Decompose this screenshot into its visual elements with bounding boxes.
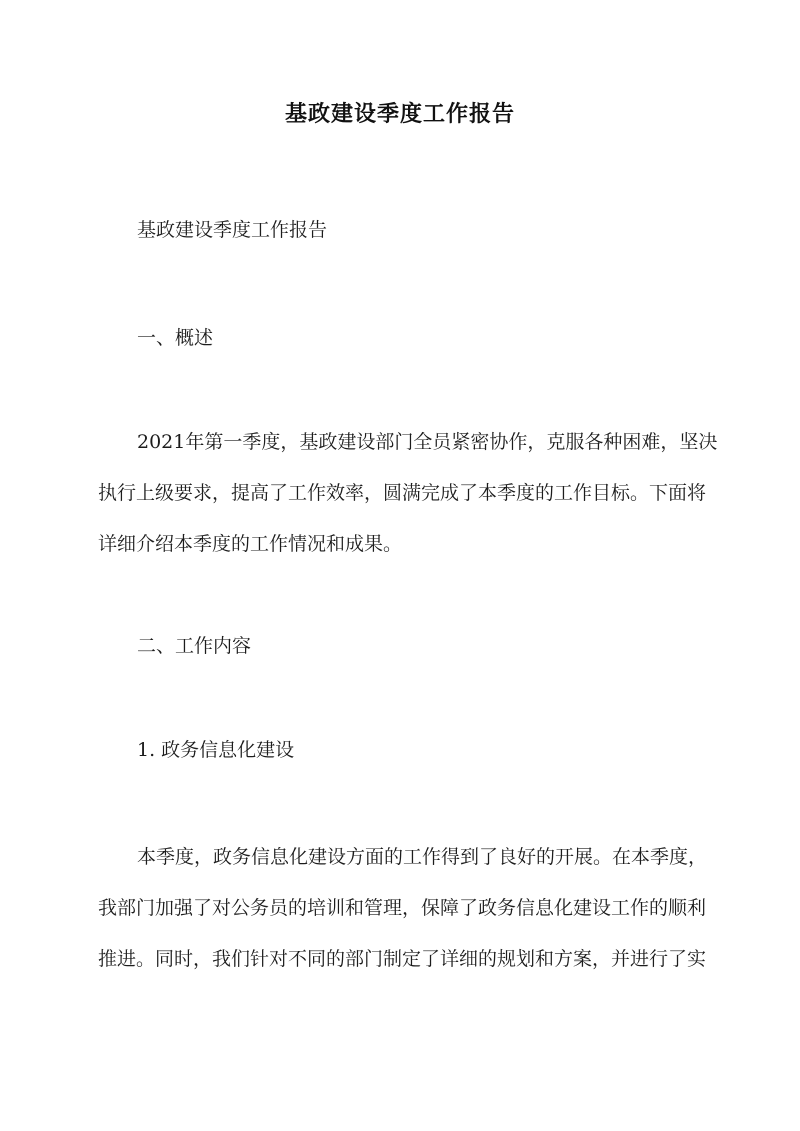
paragraph-line: 推进。同时，我们针对不同的部门制定了详细的规划和方案，并进行了实 (98, 948, 707, 970)
paragraph-line: 本季度，政务信息化建设方面的工作得到了良好的开展。在本季度， (137, 846, 708, 868)
document-title: 基政建设季度工作报告 (284, 101, 515, 127)
subsection-heading-egov: 1. 政务信息化建设 (137, 739, 295, 761)
paragraph-line: 执行上级要求，提高了工作效率，圆满完成了本季度的工作目标。下面将 (98, 482, 707, 504)
paragraph-line: 2021年第一季度，基政建设部门全员紧密协作，克服各种困难，坚决 (137, 431, 718, 453)
paragraph-line: 我部门加强了对公务员的培训和管理，保障了政务信息化建设工作的顺利 (98, 897, 707, 919)
section-heading-overview: 一、概述 (137, 327, 214, 349)
paragraph-line: 详细介绍本季度的工作情况和成果。 (98, 533, 403, 555)
section-heading-work-content: 二、工作内容 (137, 635, 252, 657)
document-subtitle: 基政建设季度工作报告 (137, 219, 328, 241)
